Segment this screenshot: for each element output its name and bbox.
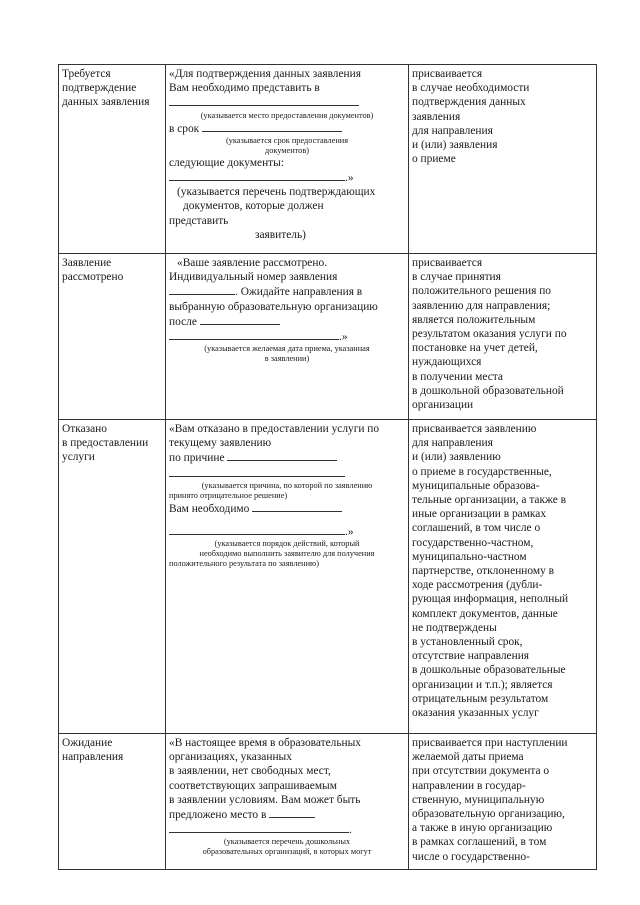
blank-line	[169, 329, 339, 340]
condition-cell: присваивается в случае принятия положительного решения по заявлению для направления; является положительным результатом оказания услуги по постановке на учет детей, нуждающихся в получении места в дошкольной образовательной организации	[409, 254, 597, 420]
status-table	[58, 64, 597, 870]
message-cell: «В настоящее время в образовательных организациях, указанных в заявлении, нет свободных мест, соответствующих запрашиваемым в заявлении условиям. Вам может быть предложено место в . (указывается перечень дошкольных образовательных организаций, в которых могут	[166, 734, 409, 870]
status-cell: Отказано в предоставлении услуги	[59, 420, 166, 734]
message-cell: «Вам отказано в предоставлении услуги по текущему заявлению по причине (указывается причина, по которой по заявлению принято отрицательное решение) Вам необходимо .» (указывается порядок действий, который необходимо выполнить заявителю для получения положительного результата по заявлению)	[166, 420, 409, 734]
blank-line	[169, 822, 349, 833]
blank-line	[202, 121, 342, 132]
blank-line	[169, 95, 359, 106]
table-row	[59, 254, 597, 420]
blank-line	[169, 284, 235, 295]
blank-line	[169, 170, 345, 181]
message-cell: «Ваше заявление рассмотрено. Индивидуальный номер заявления . Ожидайте направления в выбранную образовательную организацию после .» (указывается желаемая дата приема, указанная в заявлении)	[166, 254, 409, 420]
blank-line	[252, 501, 342, 512]
blank-line	[169, 466, 345, 477]
blank-line	[169, 524, 345, 535]
condition-cell: присваивается при наступлении желаемой даты приема при отсутствии документа о направлении в государ- ственную, муниципальную образовательную организацию, а также в иную организацию в рамках соглашений, в том числе о государственно-	[409, 734, 597, 870]
table-row	[59, 734, 597, 870]
message-cell: «Для подтверждения данных заявления Вам необходимо представить в (указывается место предоставления документов) в срок (указывается срок предоставления документов) следующие документы: .» (указывается перечень подтверждающих документов, которые должен представить заявитель)	[166, 65, 409, 254]
condition-cell: присваивается заявлению для направления и (или) заявлению о приеме в государственные, муниципальные образова- тельные организации, а также в иные организации в рамках соглашений, в том числе о государственно-частном, муниципально-частном партнерстве, отклоненному в ходе рассмотрения (дубли- рующая информация, неполный комплект документов, данные не подтверждены в установленный срок, отсутствие направления в дошкольные образовательные организации и т.п.); является отрицательным результатом оказания указанных услуг	[409, 420, 597, 734]
table-row	[59, 65, 597, 254]
status-cell: Ожидание направления	[59, 734, 166, 870]
blank-line	[200, 314, 280, 325]
table-row	[59, 420, 597, 734]
status-cell: Требуется подтверждение данных заявления	[59, 65, 166, 254]
condition-cell: присваивается в случае необходимости подтверждения данных заявления для направления и (или) заявления о приеме	[409, 65, 597, 254]
blank-line	[269, 807, 315, 818]
blank-line	[227, 450, 337, 461]
status-cell: Заявление рассмотрено	[59, 254, 166, 420]
